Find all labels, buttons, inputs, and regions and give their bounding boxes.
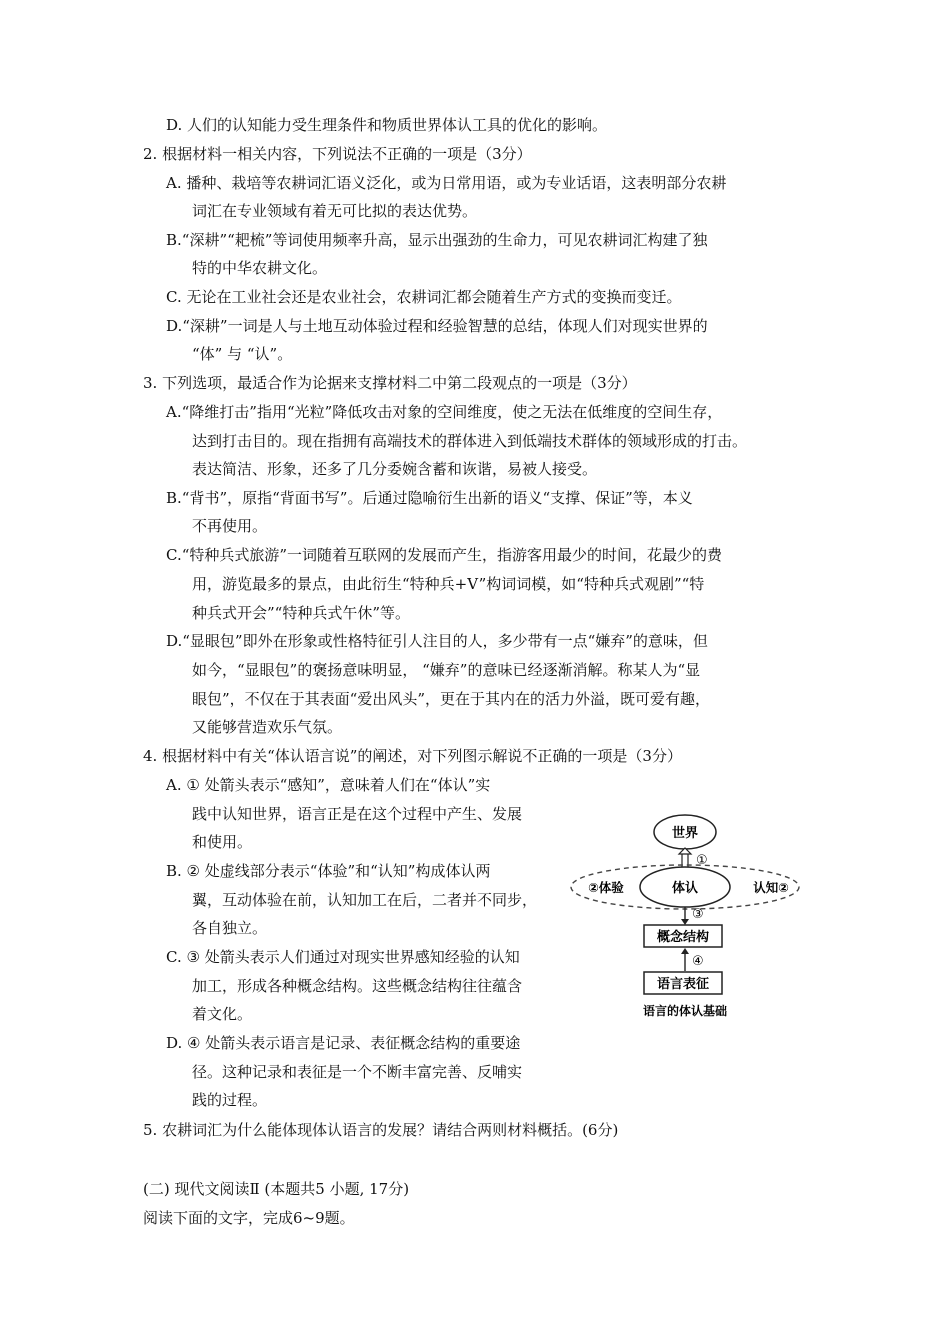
q3-option-d-cont3: 又能够营造欢乐气氛。 <box>192 718 343 736</box>
experience-label: ②体验 <box>588 880 624 895</box>
concept-structure-label: 概念结构 <box>656 930 710 945</box>
section-title: (二) 现代文阅读Ⅱ (本题共5 小题, 17分) <box>143 1180 410 1198</box>
q3-option-a-cont2: 表达简洁、形象，还多了几分委婉含蓄和诙谐，易被人接受。 <box>192 460 598 478</box>
q3-option-a: A.“降维打击”指用“光粒”降低攻击对象的空间维度，使之无法在低维度的空间生存， <box>166 403 723 421</box>
q3-option-d-cont2: 眼包”，不仅在于其表面“爱出风头”，更在于其内在的活力外溢，既可爱有趣， <box>192 690 711 708</box>
section-instruction: 阅读下面的文字，完成6~9题。 <box>143 1209 355 1227</box>
q4-stem: 4. 根据材料中有关“体认语言说”的阐述，对下列图示解说不正确的一项是（3分） <box>143 747 682 765</box>
diagram-caption: 语言的体认基础 <box>642 1004 728 1018</box>
q2-option-d-cont: “体” 与 “认”。 <box>192 345 293 363</box>
q5-stem: 5. 农耕词汇为什么能体现体认语言的发展？请结合两则材料概括。(6分) <box>143 1121 619 1139</box>
q3-option-d-cont1: 如今，“显眼包”的褒扬意味明显， “嫌弃”的意味已经逐渐消解。称某人为“显 <box>192 661 701 679</box>
q4-option-a-cont1: 践中认知世界，语言正是在这个过程中产生、发展 <box>192 805 523 823</box>
q4-option-d-cont1: 径。这种记录和表征是一个不断丰富完善、反哺实 <box>192 1063 523 1081</box>
arrow-3-icon <box>681 907 689 925</box>
label-1: ① <box>696 853 708 868</box>
q2-option-b-cont: 特的中华农耕文化。 <box>192 259 328 277</box>
q3-stem: 3. 下列选项，最适合作为论据来支撑材料二中第二段观点的一项是（3分） <box>143 374 637 392</box>
arrow-4-icon <box>681 948 689 971</box>
tiren-diagram <box>568 805 808 1025</box>
q3-option-b: B.“背书”，原指“背面书写”。后通过隐喻衍生出新的语义“支撑、保证”等，本义 <box>166 489 693 507</box>
cognition-label: 认知② <box>753 880 789 895</box>
q4-option-c-cont2: 着文化。 <box>192 1005 253 1023</box>
q4-option-b-cont1: 翼，互动体验在前，认知加工在后，二者并不同步， <box>192 891 538 909</box>
q3-option-b-cont: 不再使用。 <box>192 517 268 535</box>
q2-option-a-cont: 词汇在专业领域有着无可比拟的表达优势。 <box>192 202 478 220</box>
label-3: ③ <box>692 907 704 922</box>
q3-option-d: D.“显眼包”即外在形象或性格特征引人注目的人，多少带有一点“嫌弃”的意味，但 <box>166 632 708 650</box>
q2-option-a: A. 播种、栽培等农耕词汇语义泛化，或为日常用语，或为专业话语，这表明部分农耕 <box>166 174 727 192</box>
tiren-label: 体认 <box>671 881 699 896</box>
q3-option-c-cont2: 种兵式开会”“特种兵式午休”等。 <box>192 604 411 622</box>
language-representation-label: 语言表征 <box>656 977 710 992</box>
q4-option-b: B. ② 处虚线部分表示“体验”和“认知”构成体认两 <box>166 862 491 880</box>
q4-option-d-cont2: 践的过程。 <box>192 1091 268 1109</box>
q4-option-b-cont2: 各自独立。 <box>192 919 268 937</box>
q2-option-c: C. 无论在工业社会还是农业社会，农耕词汇都会随着生产方式的变换而变迁。 <box>166 288 682 306</box>
q2-option-b: B.“深耕”“耙梳”等词使用频率升高，显示出强劲的生命力，可见农耕词汇构建了独 <box>166 231 708 249</box>
q3-option-c: C.“特种兵式旅游”一词随着互联网的发展而产生，指游客用最少的时间，花最少的费 <box>166 546 723 564</box>
q4-option-a: A. ① 处箭头表示“感知”，意味着人们在“体认”实 <box>166 776 491 794</box>
label-4: ④ <box>692 954 704 969</box>
q4-option-c: C. ③ 处箭头表示人们通过对现实世界感知经验的认知 <box>166 948 520 966</box>
q1-option-d: D. 人们的认知能力受生理条件和物质世界体认工具的优化的影响。 <box>166 116 608 134</box>
q4-option-c-cont1: 加工，形成各种概念结构。这些概念结构往往蕴含 <box>192 977 523 995</box>
q4-option-d: D. ④ 处箭头表示语言是记录、表征概念结构的重要途 <box>166 1034 521 1052</box>
world-label: 世界 <box>671 826 699 841</box>
q2-stem: 2. 根据材料一相关内容，下列说法不正确的一项是（3分） <box>143 145 532 163</box>
q3-option-a-cont1: 达到打击目的。现在指拥有高端技术的群体进入到低端技术群体的领域形成的打击。 <box>192 432 748 450</box>
q2-option-d: D.“深耕”一词是人与土地互动体验过程和经验智慧的总结，体现人们对现实世界的 <box>166 317 708 335</box>
q3-option-c-cont1: 用，游览最多的景点，由此衍生“特种兵+V”构词词模，如“特种兵式观剧”“特 <box>192 575 705 593</box>
q4-option-a-cont2: 和使用。 <box>192 833 253 851</box>
